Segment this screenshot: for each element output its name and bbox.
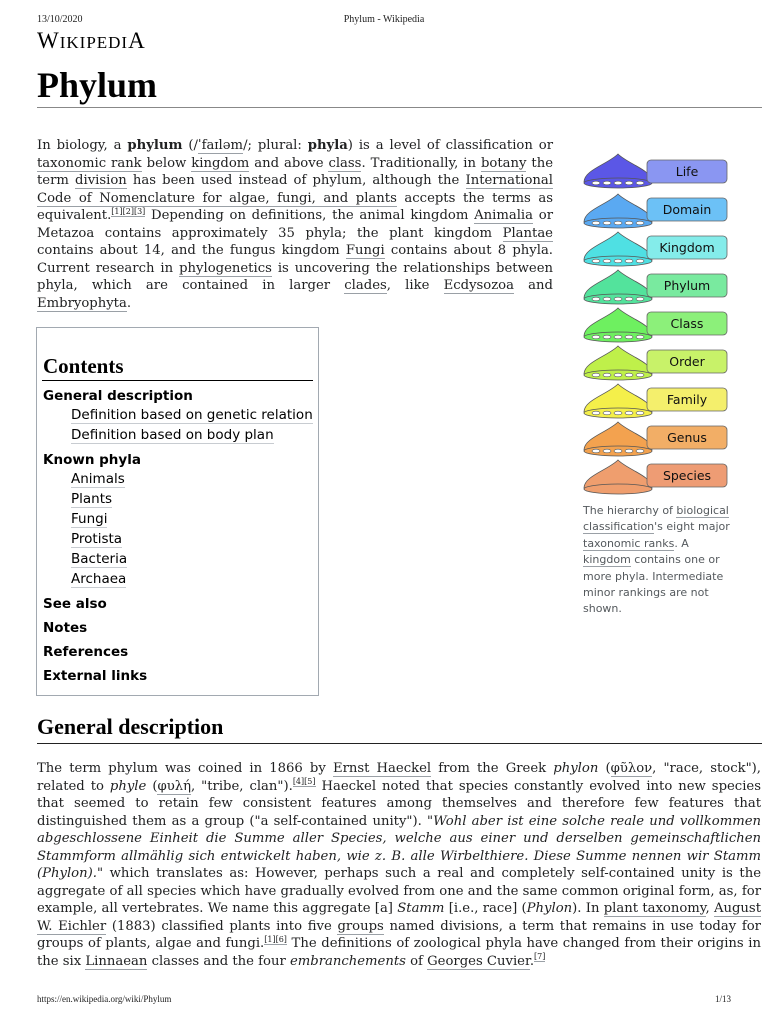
link-biological-classification[interactable]: biological classification (583, 504, 729, 534)
toc-item-plants[interactable]: Plants (71, 491, 113, 507)
rank-label: Class (670, 316, 704, 331)
link-phyle-greek[interactable]: φυλή (157, 778, 191, 794)
link-linnaean[interactable]: Linnaean (85, 953, 148, 969)
rank-hole (614, 181, 622, 185)
rank-hole (592, 181, 600, 185)
rank-hole (614, 335, 622, 339)
rank-label: Phylum (663, 278, 711, 293)
toc-item-known-phyla[interactable]: Known phyla (43, 452, 141, 468)
rank-hole (636, 335, 644, 339)
rank-level-class[interactable] (584, 308, 727, 342)
rank-hole (636, 373, 644, 377)
table-of-contents (36, 327, 319, 696)
rank-hole (636, 297, 644, 301)
link-icn[interactable]: International Code of Nomenclature for algae, fungi, and plants (37, 173, 553, 206)
rank-hole (625, 259, 633, 263)
rank-hole (614, 297, 622, 301)
rank-hole (614, 411, 622, 415)
ref-1[interactable]: [1] (111, 206, 123, 216)
rank-level-order[interactable] (584, 346, 727, 380)
link-taxonomic-ranks[interactable]: taxonomic ranks (583, 536, 675, 550)
link-groups[interactable]: groups (337, 918, 384, 934)
print-url: https://en.wikipedia.org/wiki/Phylum (37, 994, 172, 1004)
section-heading-general-description: General description (37, 714, 224, 739)
toc-item-definition-based-on-body-plan[interactable]: Definition based on body plan (71, 427, 274, 443)
rank-hole (625, 373, 633, 377)
rank-hole (592, 297, 600, 301)
rank-label: Kingdom (659, 240, 715, 255)
rank-hole (614, 221, 622, 225)
toc-item-fungi[interactable]: Fungi (71, 511, 108, 527)
rank-hole (592, 259, 600, 263)
rank-hole (614, 373, 622, 377)
link-animalia[interactable]: Animalia (474, 208, 534, 223)
rank-label: Family (666, 392, 708, 407)
wikipedia-logo[interactable]: WIKIPEDIA (37, 28, 146, 53)
link-ernst-haeckel[interactable]: Ernst Haeckel (332, 761, 432, 776)
rank-hole (603, 221, 611, 225)
rank-label: Species (662, 468, 712, 483)
rank-level-phylum[interactable] (584, 270, 727, 304)
rank-level-species[interactable] (584, 460, 727, 494)
rank-hole (636, 259, 644, 263)
ref-7[interactable]: [7] (534, 952, 546, 962)
ipa-link[interactable]: ˈfaɪləm (197, 138, 244, 153)
page-title: Phylum (37, 65, 158, 105)
rank-hole (625, 335, 633, 339)
rank-label: Genus (667, 430, 707, 445)
link-taxonomic-rank[interactable]: taxonomic rank (37, 155, 142, 171)
rank-hole (603, 335, 611, 339)
toc-item-protista[interactable]: Protista (71, 531, 123, 547)
rank-level-life[interactable] (584, 154, 727, 188)
rank-label: Domain (662, 202, 712, 217)
rank-level-genus[interactable] (584, 422, 727, 456)
phylum-term: phylum (127, 138, 183, 153)
rank-hole (636, 181, 644, 185)
print-date: 13/10/2020 (37, 14, 83, 25)
general-description-paragraph: The term phylum was coined in 1866 by Ernst Haeckel from the Greek phylon (φῦλον, "race, stock"), related to phyle (φυλή, "tribe, clan").[4][5] Haeckel noted that species constantly evolved into new species that seemed to retain few consistent features among themselves and therefore few features that distinguished them as a group ("a self-contained unity"). "Wohl aber ist eine solche reale und vollkommen abgeschlossene Einheit die Summe aller Species, welche aus einer und derselben gemeinschaftlichen Stammform allmählig sich entwickelt haben, wie z. B. alle Wirbelthiere. Diese Summe nennen wir Stamm (Phylon)." which translates as: However, perhaps such a real and completely self-contained unity is the aggregate of all species which have gradually evolved from one and the same common original form, as, for example, all vertebrates. We name this aggregate [a] Stamm [i.e., race] (Phylon). In plant taxonomy, August W. Eichler (1883) classified plants into five groups named divisions, a term that remains in use today for groups of plants, algae and fungi.[1][6] The definitions of zoological phyla have changed from their origins in the six Linnaean classes and the four embranchements of Georges Cuvier.[7] (37, 761, 762, 969)
toc-item-external-links[interactable]: External links (43, 668, 148, 684)
rank-hole (592, 373, 600, 377)
link-kingdom[interactable]: kingdom (191, 155, 250, 171)
title-divider (37, 107, 762, 108)
link-class[interactable]: class (328, 155, 362, 171)
ref-3[interactable]: [3] (133, 206, 146, 216)
rank-hole (625, 181, 633, 185)
link-plant-taxonomy[interactable]: plant taxonomy (603, 901, 706, 916)
rank-hole (592, 411, 600, 415)
toc-item-see-also[interactable]: See also (43, 596, 107, 612)
rank-label: Life (675, 164, 699, 179)
section-divider (37, 743, 762, 744)
rank-hole (636, 411, 644, 415)
link-clades[interactable]: clades (344, 278, 387, 293)
phyla-term: phyla (307, 138, 348, 153)
toc-title: Contents (43, 354, 124, 378)
link-plantae[interactable]: Plantae (502, 225, 553, 241)
link-georges-cuvier[interactable]: Georges Cuvier (427, 953, 530, 969)
link-embryophyta[interactable]: Embryophyta (37, 295, 127, 311)
rank-hole (592, 449, 600, 453)
haeckel-quote: "Wohl aber ist eine solche reale und vollkommen abgeschlossene Einheit die Summe aller Species, welche aus einer und derselben gemeinschaftlichen Stammform allmählig sich entwickelt haben, wie z. B. alle Wirbelthiere. Diese Summe nennen wir Stamm (Phylon)." (37, 813, 761, 881)
rank-hole (592, 221, 600, 225)
rank-hole (614, 449, 622, 453)
rank-hole (625, 449, 633, 453)
link-caption-kingdom[interactable]: kingdom (583, 553, 631, 567)
ref-6[interactable]: [6] (275, 934, 287, 944)
toc-item-animals[interactable]: Animals (71, 471, 125, 487)
rank-hole (625, 297, 633, 301)
rank-hole (625, 221, 633, 225)
toc-item-general-description[interactable]: General description (43, 388, 193, 404)
toc-item-archaea[interactable]: Archaea (71, 571, 127, 587)
link-division[interactable]: division (75, 173, 127, 188)
link-botany[interactable]: botany (480, 155, 527, 171)
toc-item-notes[interactable]: Notes (43, 620, 88, 636)
print-page-number: 1/13 (714, 994, 731, 1004)
toc-item-references[interactable]: References (43, 644, 129, 660)
link-phylon-greek[interactable]: φῦλον (610, 761, 653, 776)
link-phylogenetics[interactable]: phylogenetics (179, 260, 272, 276)
intro-paragraph: In biology, a phylum (/ˈfaɪləm/; plural: phyla) is a level of classification or taxonomic rank below kingdom and above class. Traditionally, in botany the term division has been used instead of phylum, although the International Code of Nomenclature for algae, fungi, and plants accepts the terms as equivalent.[1][2][3] Depending on definitions, the animal kingdom Animalia or Metazoa contains approximately 35 phyla; the plant kingdom Plantae contains about 14, and the fungus kingdom Fungi contains about 8 phyla. Current research in phylogenetics is uncovering the relationships between phyla, which are contained in larger clades, like Ecdysozoa and Embryophyta. (37, 138, 554, 311)
rank-hole (603, 411, 611, 415)
link-august-eichler[interactable]: August W. Eichler (37, 901, 761, 934)
ref-1b[interactable]: [1] (264, 934, 276, 944)
rank-level-family[interactable] (584, 384, 727, 418)
figure-caption: The hierarchy of biological classification's eight major taxonomic ranks. A kingdom contains one or more phyla. Intermediate minor rankings are not shown. (583, 504, 730, 616)
rank-label: Order (669, 354, 705, 369)
rank-hole (603, 297, 611, 301)
rank-hole (592, 335, 600, 339)
ref-5[interactable]: [5] (304, 777, 316, 787)
toc-divider (42, 380, 313, 381)
rank-hole (614, 259, 622, 263)
rank-level-kingdom[interactable] (584, 232, 727, 266)
rank-hole (625, 411, 633, 415)
rank-hole (636, 449, 644, 453)
toc-item-definition-based-on-genetic-relation[interactable]: Definition based on genetic relation (71, 407, 313, 423)
rank-level-domain[interactable] (584, 194, 727, 228)
rank-hole (603, 181, 611, 185)
print-title: Phylum - Wikipedia (343, 14, 425, 25)
rank-hole (603, 373, 611, 377)
toc-item-bacteria[interactable]: Bacteria (71, 551, 128, 567)
link-ecdysozoa[interactable]: Ecdysozoa (443, 278, 514, 293)
rank-hole (636, 221, 644, 225)
link-fungi[interactable]: Fungi (345, 243, 385, 258)
ref-2[interactable]: [2] (122, 206, 134, 216)
rank-base-ellipse (584, 484, 652, 494)
rank-hole (603, 259, 611, 263)
rank-hole (603, 449, 611, 453)
ref-4[interactable]: [4] (292, 777, 305, 787)
taxonomy-hierarchy-figure[interactable] (578, 150, 734, 502)
